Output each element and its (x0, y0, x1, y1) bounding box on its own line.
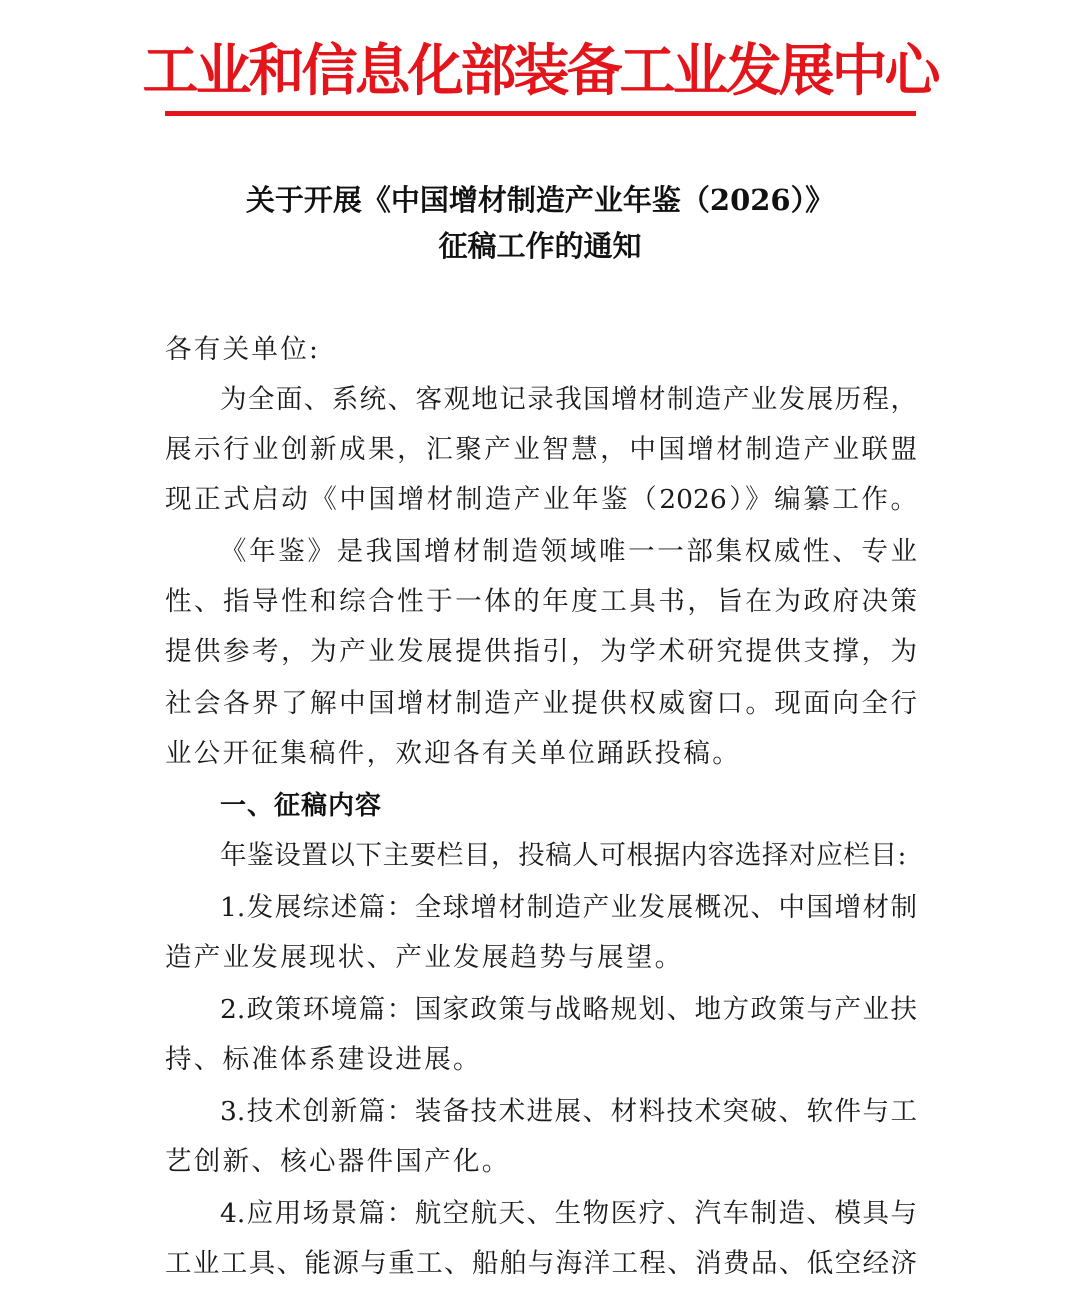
document-title-line-1: 关于开展《中国增材制造产业年鉴（2026）》 (245, 183, 835, 217)
paragraph-2-line-4: 社会各界了解中国增材制造产业提供权威窗口。现面向全行 (165, 688, 917, 719)
letterhead-org-name: 工业和信息化部装备工业发展中心 (142, 38, 938, 104)
section-1-heading: 一、征稿内容 (220, 791, 383, 821)
section-1-item-1-line-1: 1.发展综述篇：全球增材制造产业发展概况、中国增材制 (220, 892, 917, 923)
section-1-item-4-line-2: 工业工具、能源与重工、船舶与海洋工程、消费品、低空经济 (165, 1248, 917, 1279)
paragraph-2-line-1: 《年鉴》是我国增材制造领域唯一一部集权威性、专业 (220, 536, 917, 567)
section-1-item-1-line-2: 造产业发展现状、产业发展趋势与展望。 (165, 942, 684, 973)
paragraph-1-line-2: 展示行业创新成果，汇聚产业智慧，中国增材制造产业联盟 (165, 434, 917, 465)
section-1-item-3-line-1: 3.技术创新篇：装备技术进展、材料技术突破、软件与工 (220, 1096, 917, 1127)
section-1-intro: 年鉴设置以下主要栏目，投稿人可根据内容选择对应栏目: (220, 840, 908, 871)
document-title-line-2: 征稿工作的通知 (438, 229, 642, 263)
salutation: 各有关单位: (165, 334, 321, 365)
paragraph-2-line-2: 性、指导性和综合性于一体的年度工具书，旨在为政府决策 (165, 586, 917, 617)
letterhead-red-rule (165, 111, 916, 116)
paragraph-2-line-3: 提供参考，为产业发展提供指引，为学术研究提供支撑，为 (165, 636, 917, 667)
paragraph-1-line-3: 现正式启动《中国增材制造产业年鉴（2026）》编纂工作。 (165, 484, 917, 515)
section-1-item-4-line-1: 4.应用场景篇：航空航天、生物医疗、汽车制造、模具与 (220, 1198, 917, 1229)
section-1-item-2-line-2: 持、标准体系建设进展。 (165, 1044, 482, 1075)
section-1-item-2-line-1: 2.政策环境篇：国家政策与战略规划、地方政策与产业扶 (220, 994, 917, 1025)
paragraph-2-line-5: 业公开征集稿件，欢迎各有关单位踊跃投稿。 (165, 738, 741, 769)
paragraph-1-line-1: 为全面、系统、客观地记录我国增材制造产业发展历程， (220, 384, 917, 415)
section-1-item-3-line-2: 艺创新、核心器件国产化。 (165, 1146, 511, 1177)
